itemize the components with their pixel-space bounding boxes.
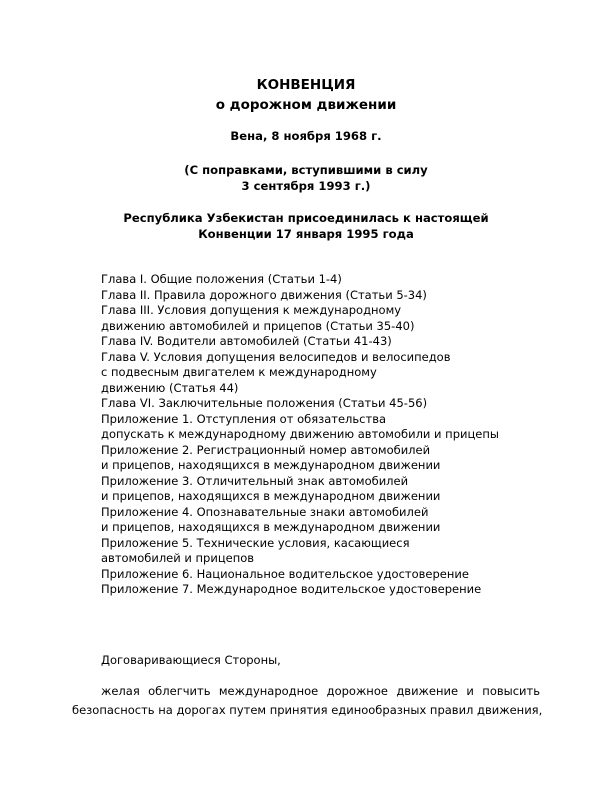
toc-line: Глава II. Правила дорожного движения (Статьи 5-34) [101, 287, 427, 302]
title-line-1: КОНВЕНЦИЯ [256, 77, 356, 93]
toc-line: автомобилей и прицепов [101, 551, 255, 565]
toc-line: Приложение 7. Международное водительское удостоверение [101, 582, 482, 596]
toc-line: Глава IV. Водители автомобилей (Статьи 41-43) [101, 334, 392, 348]
toc-line: Глава V. Условия допущения велосипедов и велосипедов [101, 349, 451, 364]
date-place [0, 128, 612, 144]
amendment-line-1: (С поправками, вступившими в силу [184, 163, 428, 177]
toc-line: Приложение 5. Технические условия, касающиеся [101, 535, 410, 550]
toc-line: допускать к международному движению автомобили и прицепы [101, 427, 499, 441]
toc-line: Глава I. Общие положения (Статьи 1-4) [101, 272, 342, 286]
toc-line: и прицепов, находящихся в международном движении [101, 520, 441, 534]
preamble-line-2: безопасность на дорогах путем принятия единообразных правил движения, [72, 703, 543, 717]
toc-line: Глава III. Условия допущения к международному [101, 303, 402, 317]
toc-line: с подвесным двигателем к международному [101, 365, 377, 379]
toc-line: Приложение 2. Регистрационный номер автомобилей [101, 442, 431, 457]
title-line-2: о дорожном движении [215, 97, 397, 113]
preamble-line-1: желая облегчить международное дорожное движение и повысить [101, 684, 540, 698]
toc-line: Приложение 4. Опознавательные знаки автомобилей [101, 504, 429, 519]
toc-line: Приложение 1. Отступления от обязательства [101, 411, 387, 426]
date-place-text: Вена, 8 ноября 1968 г. [230, 129, 382, 143]
toc-line: Приложение 6. Национальное водительское удостоверение [101, 566, 469, 581]
amendment-line-2: 3 сентября 1993 г.) [241, 179, 371, 193]
toc-line: и прицепов, находящихся в международном движении [101, 489, 441, 503]
document-title [0, 75, 612, 115]
toc-line: Приложение 3. Отличительный знак автомобилей [101, 473, 409, 488]
accession-line-2: Конвенции 17 января 1995 года [198, 227, 414, 241]
toc-line: и прицепов, находящихся в международном движении [101, 458, 441, 472]
toc-line: движению (Статья 44) [101, 380, 239, 395]
toc-line: Глава VI. Заключительные положения (Статьи 45-56) [101, 396, 428, 410]
toc-line: движению автомобилей и прицепов (Статьи 35-40) [101, 318, 415, 333]
contracting-parties: Договаривающиеся Стороны, [101, 653, 281, 667]
amendment-note [0, 162, 612, 194]
table-of-contents [101, 272, 499, 598]
accession-line-1: Республика Узбекистан присоединилась к настоящей [123, 211, 489, 225]
accession-note [0, 210, 612, 242]
